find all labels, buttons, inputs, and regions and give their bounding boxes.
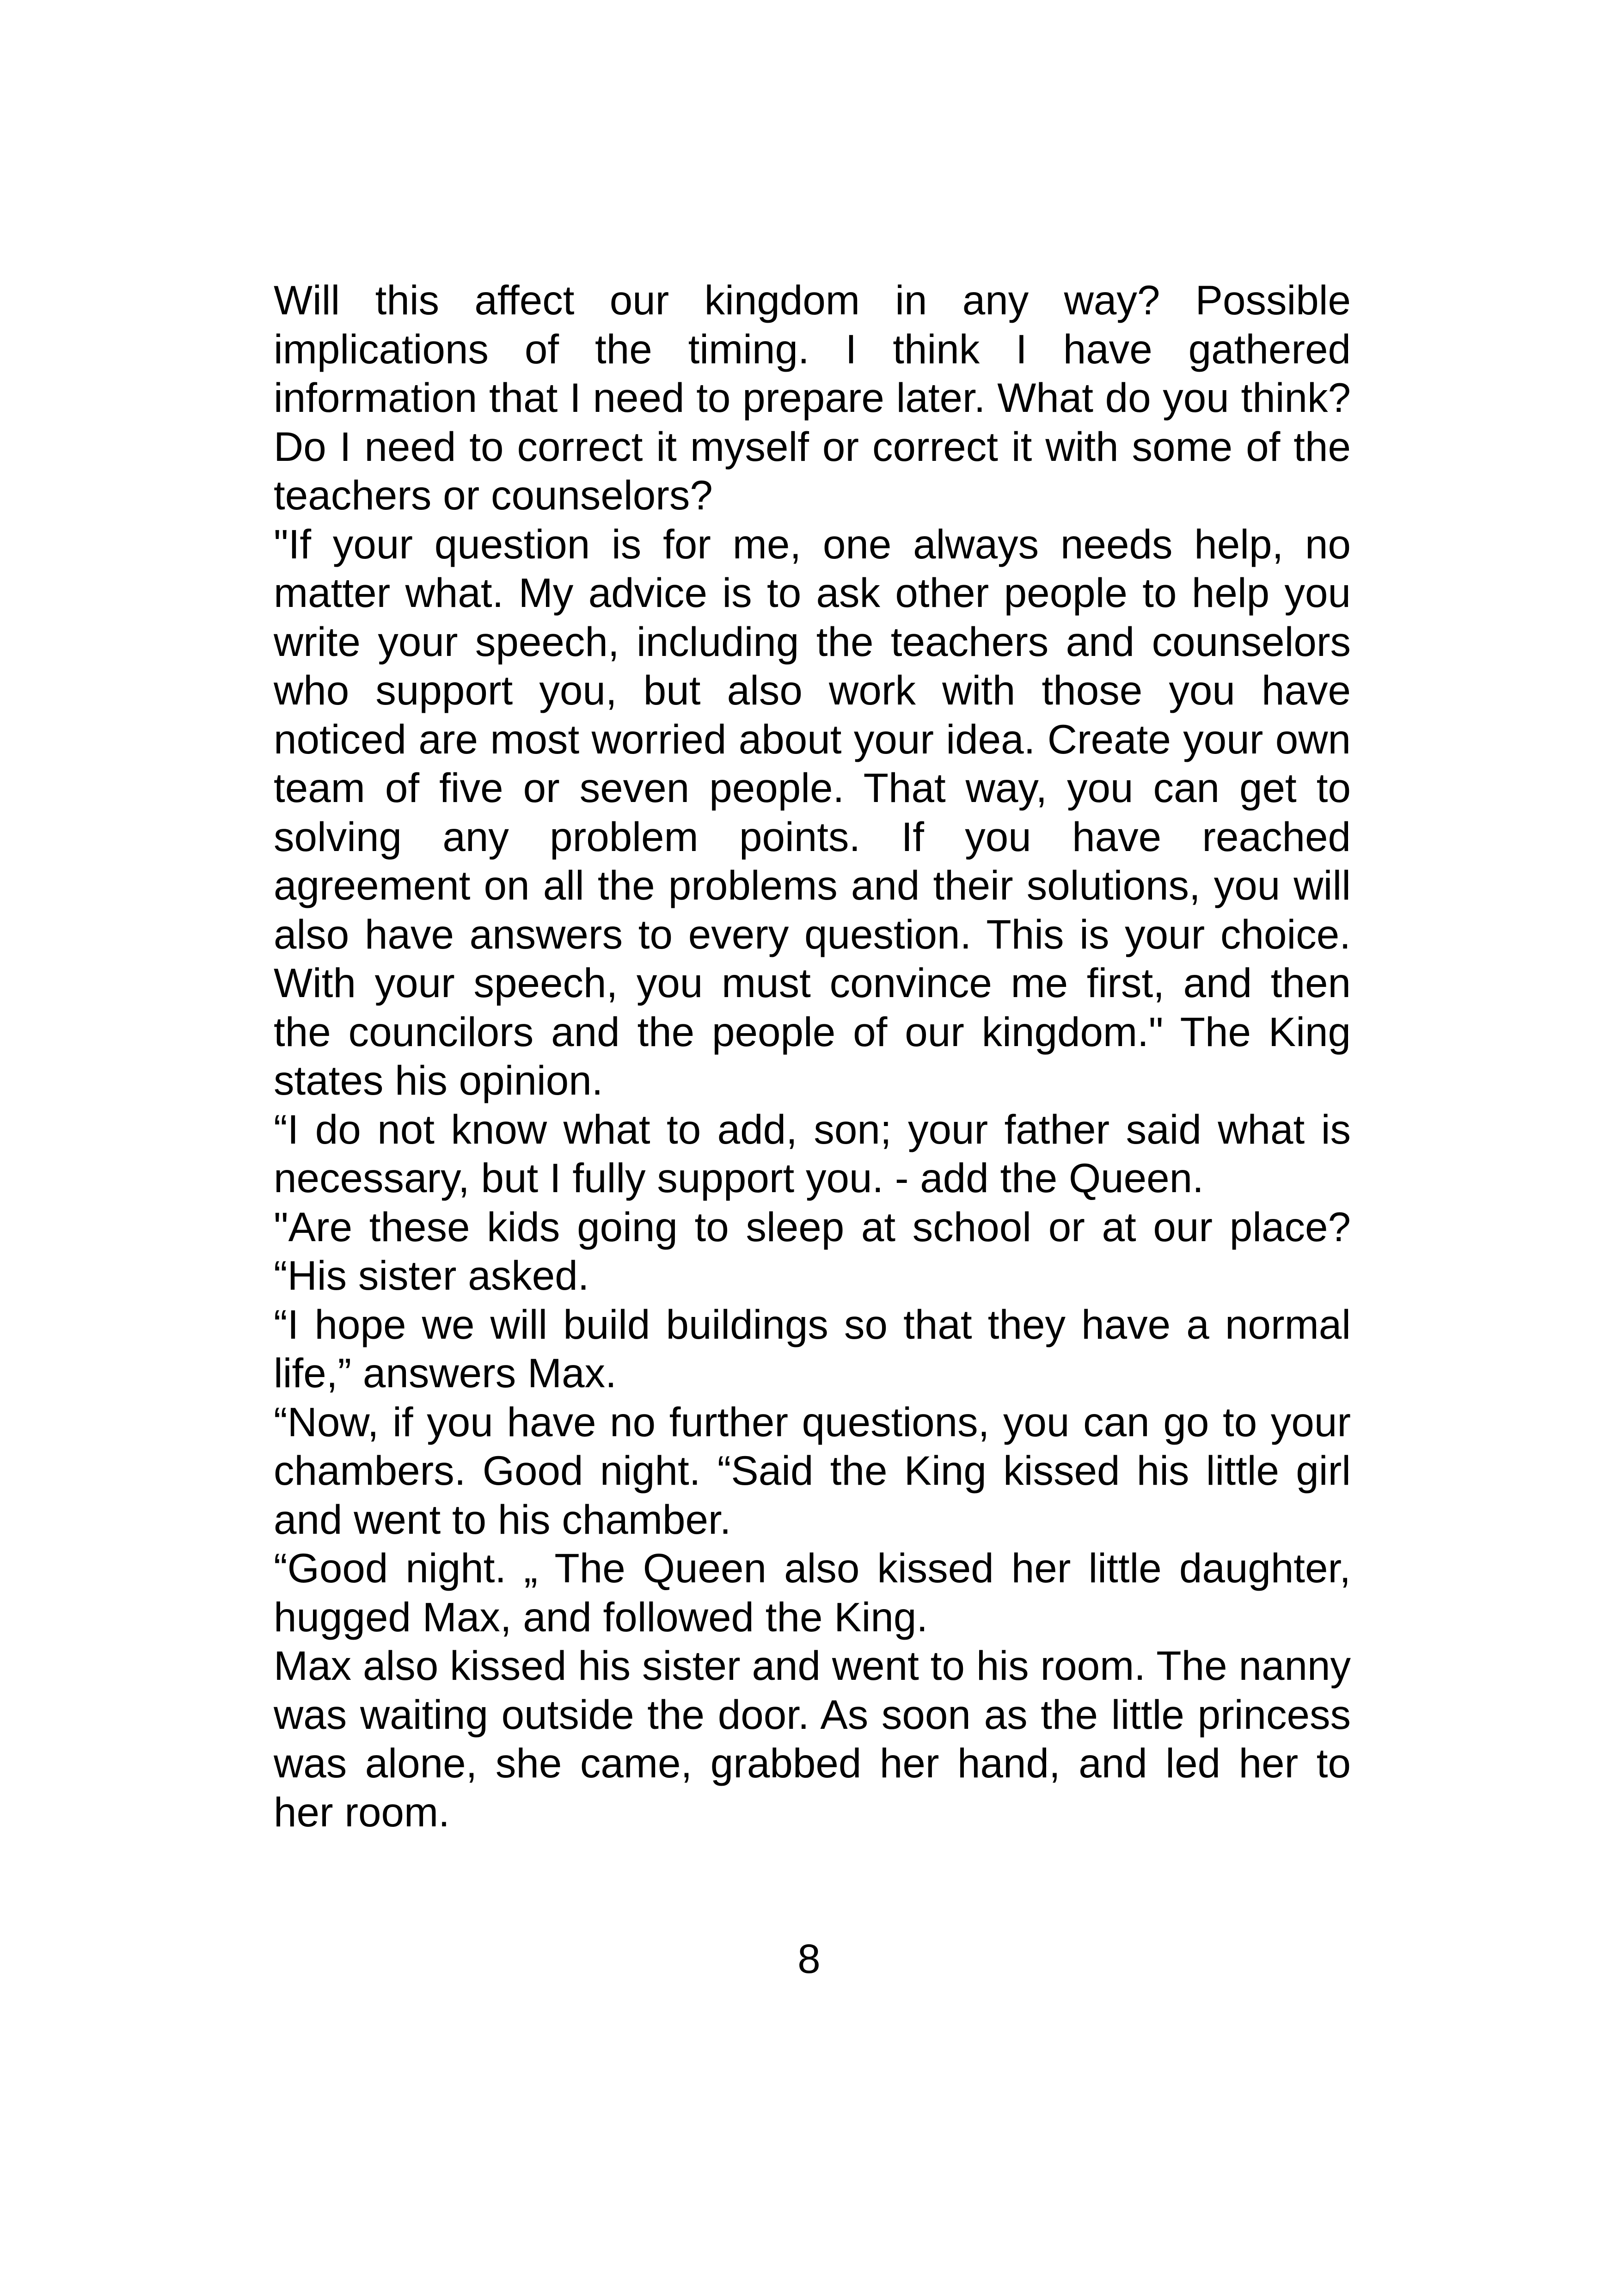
paragraph: “I hope we will build buildings so that they have a normal life,” answers Max. — [274, 1301, 1351, 1396]
page-number: 8 — [797, 1935, 821, 1982]
paragraph: Will this affect our kingdom in any way? Possible implications of the timing. I think I have gathered information that I need to prepare later. What do you think? Do I need to correct it myself or correct it with some of the teachers or counselors? — [274, 277, 1351, 518]
paragraph: "Are these kids going to sleep at school or at our place? “His sister asked. — [274, 1203, 1351, 1298]
paragraph: "If your question is for me, one always needs help, no matter what. My advice is to ask other people to help you write your speech, including the teachers and counselors who support you, but also work with those you have noticed are most worried about your idea. Create your own team of five or seven people. That way, you can get to solving any problem points. If you have reached agreement on all the problems and their solutions, you will also have answers to every question. This is your choice. With your speech, you must convince me first, and then the councilors and the people of our kingdom." The King states his opinion. — [274, 520, 1351, 1103]
body-text — [274, 276, 1351, 1837]
paragraph: “I do not know what to add, son; your father said what is necessary, but I fully support you. - add the Queen. — [274, 1106, 1351, 1201]
paragraph: “Good night. „ The Queen also kissed her little daughter, hugged Max, and followed the King. — [274, 1545, 1351, 1640]
paragraph: “Now, if you have no further questions, you can go to your chambers. Good night. “Said the King kissed his little girl and went to his chamber. — [274, 1398, 1351, 1543]
paragraph: Max also kissed his sister and went to his room. The nanny was waiting outside the door. As soon as the little princess was alone, she came, grabbed her hand, and led her to her room. — [274, 1642, 1351, 1835]
